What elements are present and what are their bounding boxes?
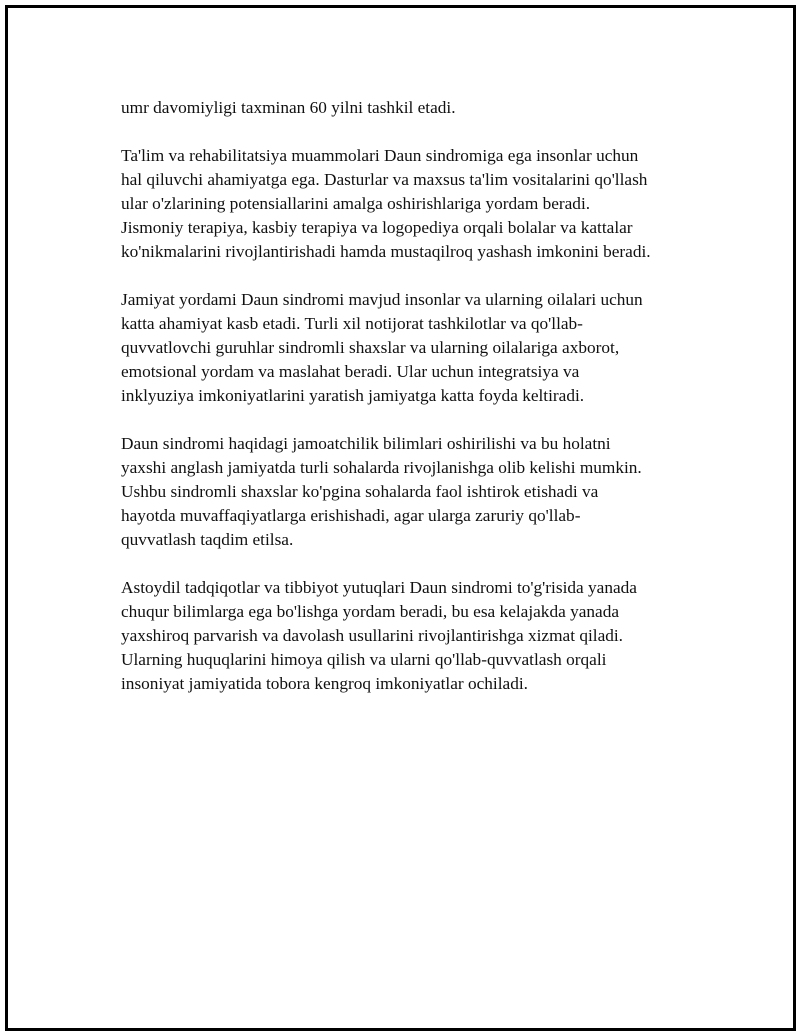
paragraph: umr davomiyligi taxminan 60 yilni tashkil etadi. [121,98,456,117]
paragraph: Ta'lim va rehabilitatsiya muammolari Daun sindromiga ega insonlar uchun hal qiluvchi ahamiyatga ega. Dasturlar va maxsus ta'lim vositalarini qo'llash ular o'zlarining potensiallarini amalga oshirishlariga yordam beradi. Jismoniy terapiya, kasbiy terapiya va logopediya orqali bolalar va kattalar ko'nikmalarini rivojlantirishadi hamda mustaqilroq yashash imkonini beradi. [121,146,651,261]
paragraph: Astoydil tadqiqotlar va tibbiyot yutuqlari Daun sindromi to'g'risida yanada chuqur bilimlarga ega bo'lishga yordam beradi, bu esa kelajakda yanada yaxshiroq parvarish va davolash usullarini rivojlantirishga xizmat qiladi. Ularning huquqlarini himoya qilish va ularni qo'llab-quvvatlash orqali insoniyat jamiyatida tobora kengroq imkoniyatlar ochiladi. [121,578,637,693]
paragraph: Jamiyat yordami Daun sindromi mavjud insonlar va ularning oilalari uchun katta ahamiyat kasb etadi. Turli xil notijorat tashkilotlar va qo'llab- quvvatlovchi guruhlar sindromli shaxslar va ularning oilalariga axborot, emotsional yordam va maslahat beradi. Ular uchun integratsiya va inklyuziya imkoniyatlarini yaratish jamiyatga katta foyda keltiradi. [121,290,643,405]
document-page [5,5,796,1031]
paragraph: Daun sindromi haqidagi jamoatchilik bilimlari oshirilishi va bu holatni yaxshi anglash jamiyatda turli sohalarda rivojlanishga olib kelishi mumkin. Ushbu sindromli shaxslar ko'pgina sohalarda faol ishtirok etishadi va hayotda muvaffaqiyatlarga erishishadi, agar ularga zaruriy qo'llab- quvvatlash taqdim etilsa. [121,434,642,549]
document-body [121,96,721,720]
